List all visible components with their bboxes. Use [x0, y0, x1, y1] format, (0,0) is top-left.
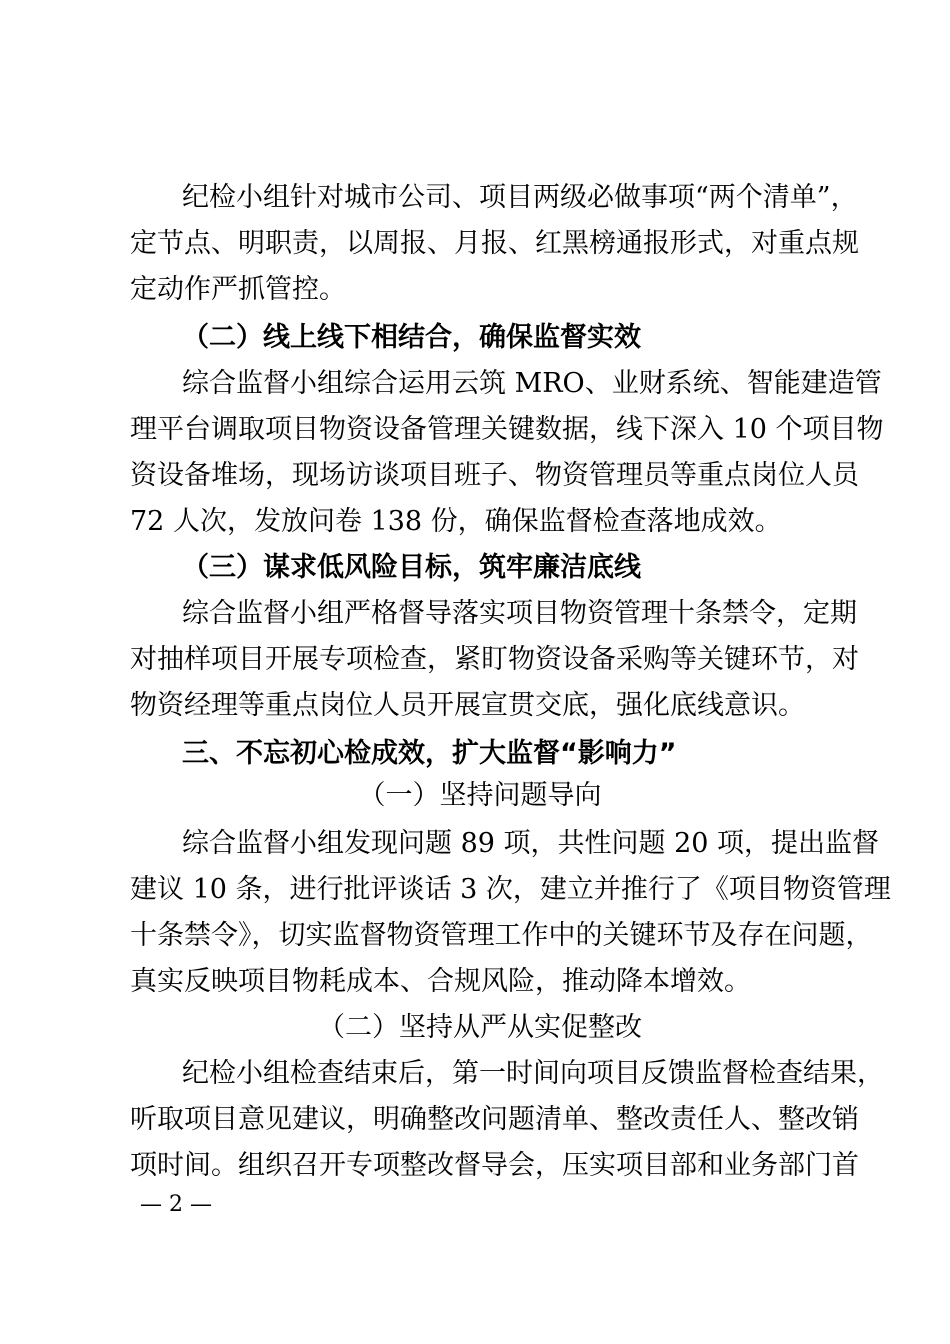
paragraph-line: 项时间。组织召开专项整改督导会，压实项目部和业务部门首	[130, 1150, 859, 1181]
section-heading: （三）谋求低风险目标，筑牢廉洁底线	[182, 552, 641, 583]
paragraph-line: 听取项目意见建议，明确整改问题清单、整改责任人、整改销	[130, 1104, 859, 1135]
page-number: — 2 —	[140, 1192, 212, 1217]
paragraph-line: 物资经理等重点岗位人员开展宣贯交底，强化底线意识。	[130, 690, 805, 721]
paragraph-line: 建议 10 条，进行批评谈话 3 次，建立并推行了《项目物资管理	[130, 874, 891, 905]
paragraph-line: 十条禁令》，切实监督物资管理工作中的关键环节及存在问题，	[130, 920, 873, 951]
section-heading: （二）坚持从严从实促整改	[318, 1012, 642, 1043]
paragraph-line: 理平台调取项目物资设备管理关键数据，线下深入 10 个项目物	[130, 414, 884, 445]
paragraph-line: 综合监督小组综合运用云筑 MRO、业财系统、智能建造管	[182, 368, 882, 399]
paragraph-line: 定动作严抓管控。	[130, 274, 346, 305]
paragraph-line: 资设备堆场，现场访谈项目班子、物资管理员等重点岗位人员	[130, 460, 859, 491]
section-heading: （一）坚持问题导向	[358, 780, 602, 811]
paragraph-line: 纪检小组检查结束后，第一时间向项目反馈监督检查结果，	[182, 1058, 884, 1089]
paragraph-line: 真实反映项目物耗成本、合规风险，推动降本增效。	[130, 966, 751, 997]
paragraph-line: 综合监督小组发现问题 89 项，共性问题 20 项，提出监督	[182, 828, 880, 859]
paragraph-line: 综合监督小组严格督导落实项目物资管理十条禁令，定期	[182, 598, 857, 629]
paragraph-line: 72 人次，发放问卷 138 份，确保监督检查落地成效。	[130, 506, 782, 537]
section-heading: （二）线上线下相结合，确保监督实效	[182, 322, 641, 353]
chapter-heading: 三、不忘初心检成效，扩大监督“影响力”	[182, 738, 677, 769]
paragraph-line: 定节点、明职责，以周报、月报、红黑榜通报形式，对重点规	[130, 228, 859, 259]
paragraph-line: 对抽样项目开展专项检查，紧盯物资设备采购等关键环节，对	[130, 644, 859, 675]
paragraph-line: 纪检小组针对城市公司、项目两级必做事项“两个清单”，	[182, 182, 858, 213]
